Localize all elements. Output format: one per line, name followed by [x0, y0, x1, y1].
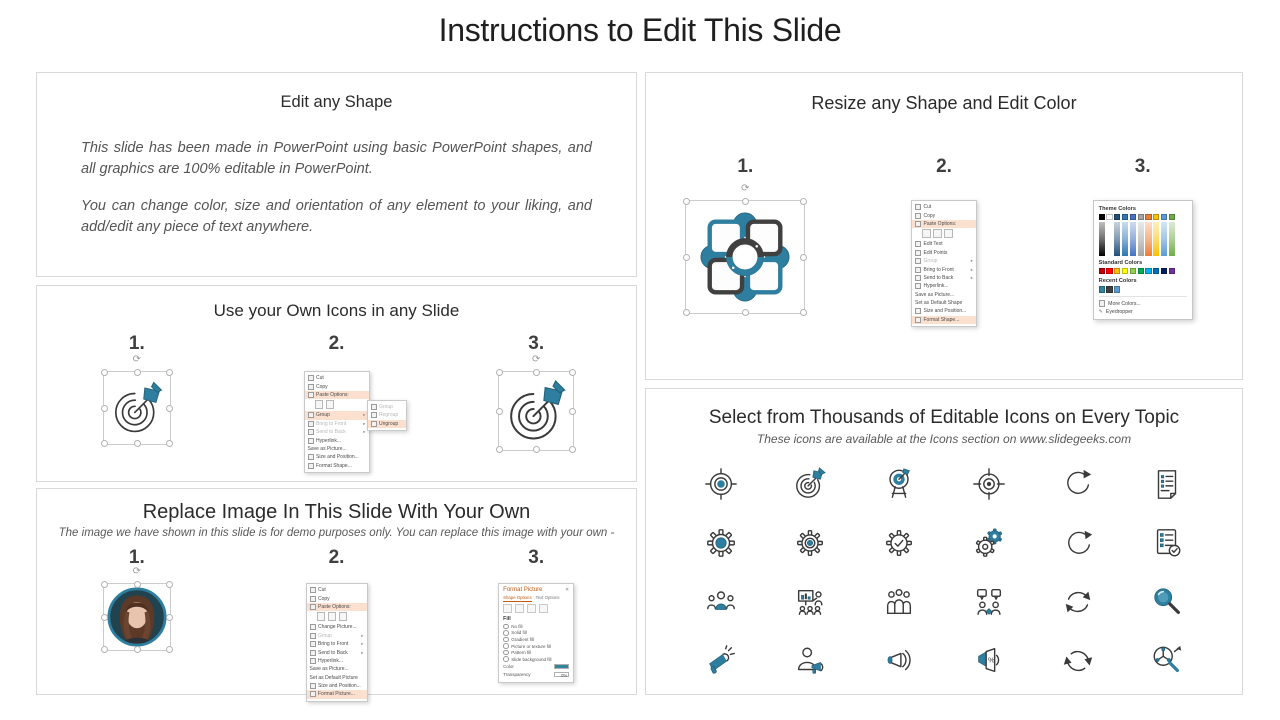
pane-category-icons[interactable]: [503, 604, 569, 613]
panel-resize-color-title: Resize any Shape and Edit Color: [811, 93, 1077, 113]
menu-item-bring-to-front[interactable]: Bring to Front ▸: [912, 265, 976, 273]
hyperlink-icon: [915, 283, 921, 289]
menu-item-size-position[interactable]: Size and Position...: [305, 453, 369, 461]
context-menu-picture: [306, 583, 368, 702]
menu-item-send-to-back[interactable]: Send to Back ▸: [307, 648, 367, 656]
menu-item-paste-options[interactable]: Paste Options:: [305, 391, 369, 399]
menu-item-format-shape[interactable]: Format Shape...: [912, 316, 976, 324]
panel-icon-library-title: Select from Thousands of Editable Icons on Every Topic: [708, 407, 1180, 428]
checklist-approved-icon[interactable]: [1150, 525, 1184, 561]
resize-step-3: [1043, 156, 1242, 350]
double-gears-icon[interactable]: [972, 525, 1006, 561]
menu-item-cut[interactable]: Cut: [307, 586, 367, 594]
menu-item-hyperlink[interactable]: Hyperlink...: [305, 436, 369, 444]
theme-colors-label: Theme Colors: [1098, 206, 1136, 212]
four-square-ring-shape: [694, 208, 796, 306]
megaphone-announcement-icon[interactable]: [704, 643, 738, 679]
copy-icon: [310, 596, 316, 602]
bring-front-icon: [310, 641, 316, 647]
edit-points-icon: [915, 250, 921, 256]
sync-arrows-icon[interactable]: [1061, 584, 1095, 620]
selected-target-icon-large[interactable]: [498, 354, 574, 451]
page-title: Instructions to Edit This Slide: [438, 12, 842, 48]
group-submenu: Group Regroup Ungroup: [367, 411, 369, 419]
cycle-arrows-icon[interactable]: [1061, 643, 1095, 679]
menu-item-change-picture[interactable]: Change Picture...: [307, 623, 367, 631]
radio-icon: [503, 643, 509, 649]
send-back-icon: [915, 275, 921, 281]
option-gradient-fill[interactable]: Gradient fill: [503, 636, 569, 643]
bring-front-icon: [915, 267, 921, 273]
megaphone-broadcast-icon[interactable]: [882, 643, 916, 679]
menu-item-size-position[interactable]: Size and Position...: [307, 682, 367, 690]
transparency-value: 0%: [554, 672, 569, 678]
menu-item-edit-text[interactable]: Edit Text: [912, 240, 976, 248]
menu-item-send-to-back[interactable]: Send to Back ▸: [912, 274, 976, 282]
replace-image-step-1: [37, 547, 237, 695]
replace-image-step-2: [237, 547, 437, 698]
team-leader-icon[interactable]: [704, 584, 738, 620]
format-picture-pane: [498, 583, 574, 683]
menu-item-save-as-picture[interactable]: Save as Picture...: [915, 291, 955, 298]
edit-shape-paragraph-1: This slide has been made in PowerPoint using basic PowerPoint shapes, and all graphics are 100% editable in PowerPoint.: [81, 140, 592, 177]
fill-icon: [503, 604, 512, 613]
magnifier-icon[interactable]: [1150, 584, 1184, 620]
panel-icon-library-subtitle: These icons are available at the Icons section on www.slidegeeks.com: [756, 432, 1132, 446]
more-colors-option[interactable]: More Colors...: [1099, 300, 1187, 308]
rotation-handle-icon[interactable]: ⟳: [531, 354, 541, 365]
context-menu-icon-group: [304, 371, 399, 473]
panel-resize-color: [645, 72, 1243, 380]
paste-options-buttons[interactable]: [912, 228, 976, 240]
field-color[interactable]: Color: [503, 663, 569, 671]
option-no-fill[interactable]: No fill: [503, 623, 569, 630]
panel-replace-image-subtitle: The image we have shown in this slide is for demo purposes only. You can replace this image with your own -: [58, 527, 615, 539]
format-shape-icon: [308, 463, 314, 469]
radio-icon: [503, 637, 509, 643]
menu-item-bring-to-front[interactable]: Bring to Front ▸: [305, 420, 369, 428]
option-picture-fill[interactable]: Picture or texture fill: [503, 643, 569, 650]
context-menu-shape: [911, 200, 977, 327]
menu-item-format-picture[interactable]: Format Picture...: [307, 690, 367, 698]
step-number: 2.: [328, 547, 345, 568]
edit-shape-paragraph-2: You can change color, size and orientation of any element to your liking, and add/edit any piece of text anywhere.: [81, 198, 592, 235]
menu-item-format-shape[interactable]: Format Shape...: [305, 462, 369, 470]
selected-portrait-photo[interactable]: [103, 566, 171, 651]
step-number: 1.: [128, 547, 145, 568]
resize-step-1: [646, 156, 845, 350]
recent-colors-label: Recent Colors: [1098, 278, 1137, 285]
send-back-icon: [308, 429, 314, 435]
menu-item-bring-to-front[interactable]: Bring to Front ▸: [307, 640, 367, 648]
size-icon: [527, 604, 536, 613]
paste-options-buttons[interactable]: [307, 611, 367, 623]
menu-item-size-position[interactable]: Size and Position...: [912, 307, 976, 315]
copy-icon: [308, 384, 314, 390]
group-icon: [308, 412, 314, 418]
megaphone-discount-icon[interactable]: [972, 643, 1006, 679]
menu-item-save-as-picture[interactable]: Save as Picture...: [309, 666, 349, 673]
submenu-arrow-icon: ▸: [363, 412, 366, 418]
size-position-icon: [308, 454, 314, 460]
radio-icon: [503, 650, 509, 656]
gear-filled-center-icon[interactable]: [704, 525, 738, 561]
step-number: 3.: [528, 547, 545, 568]
menu-item-paste-options[interactable]: Paste Options:: [912, 220, 976, 228]
group-icon: [310, 633, 316, 639]
menu-item-cut[interactable]: Cut: [912, 203, 976, 211]
bring-front-icon: [308, 421, 314, 427]
radio-icon: [503, 656, 509, 662]
format-picture-pane-title: Format Picture: [503, 587, 543, 593]
selected-four-square-shape[interactable]: [685, 183, 805, 314]
resize-step-2: [845, 156, 1044, 350]
target-dart-icon: [504, 377, 568, 445]
own-icons-step-1: [37, 333, 237, 481]
theme-color-swatches[interactable]: [1099, 214, 1187, 220]
fill-section-header[interactable]: Fill: [503, 615, 511, 622]
paste-icon: [310, 604, 316, 610]
gear-dot-center-icon[interactable]: [793, 525, 827, 561]
cut-icon: [310, 587, 316, 593]
hyperlink-icon: [310, 658, 316, 664]
paste-icon: [915, 221, 921, 227]
replace-image-step-3: [436, 547, 636, 695]
tab-text-options[interactable]: Text Options: [535, 595, 560, 600]
submenu-item-regroup[interactable]: Regroup: [368, 411, 369, 419]
step-number: 3.: [528, 333, 545, 354]
own-icons-step-2: [237, 333, 437, 481]
refresh-circle-arrow-icon[interactable]: [1061, 525, 1095, 561]
copy-icon: [915, 213, 921, 219]
menu-item-copy[interactable]: Copy: [307, 594, 367, 602]
panel-own-icons: [36, 285, 637, 482]
tab-shape-options[interactable]: Shape Options: [503, 595, 532, 600]
eyedropper-option[interactable]: ✎ Eyedropper: [1098, 308, 1133, 315]
step-number: 2.: [328, 333, 345, 354]
panel-replace-image: [36, 488, 637, 698]
panel-edit-shape: [36, 72, 637, 277]
change-picture-icon: [310, 624, 316, 630]
selected-target-icon[interactable]: [103, 354, 171, 445]
dart-target-icon[interactable]: [793, 466, 827, 502]
panel-edit-shape-title: Edit any Shape: [280, 93, 393, 111]
gear-checkmark-icon[interactable]: [882, 525, 916, 561]
cut-icon: [308, 375, 314, 381]
paste-options-buttons[interactable]: [305, 399, 369, 411]
menu-item-set-default-shape[interactable]: Set as Default Shape: [915, 300, 963, 307]
hyperlink-icon: [308, 438, 314, 444]
menu-item-group[interactable]: Group ▸: [912, 257, 976, 265]
color-wheel-icon: [1099, 300, 1106, 307]
effects-icon: [515, 604, 524, 613]
color-picker-dropdown: [1093, 200, 1193, 320]
own-icons-step-3: [436, 333, 636, 481]
picture-icon: [539, 604, 548, 613]
presentation-audience-icon[interactable]: [793, 584, 827, 620]
color-dropdown: [554, 664, 569, 670]
step-number: 1.: [128, 333, 145, 354]
menu-item-copy[interactable]: Copy: [305, 382, 369, 390]
step-number: 1.: [737, 156, 754, 177]
format-shape-icon: [915, 317, 921, 323]
menu-item-paste-options[interactable]: Paste Options:: [307, 603, 367, 611]
rotation-handle-icon[interactable]: ⟳: [132, 354, 142, 365]
menu-item-save-as-picture[interactable]: Save as Picture...: [307, 445, 347, 452]
send-back-icon: [310, 650, 316, 656]
standard-color-swatches[interactable]: [1099, 268, 1187, 274]
menu-item-copy[interactable]: Copy: [912, 211, 976, 219]
people-group-icon[interactable]: [882, 584, 916, 620]
edit-text-icon: [915, 241, 921, 247]
redo-arrow-icon[interactable]: [1061, 466, 1095, 502]
person-megaphone-icon[interactable]: [793, 643, 827, 679]
woman-portrait-image: [107, 587, 167, 647]
menu-item-set-default-picture[interactable]: Set as Default Picture: [309, 674, 358, 681]
panel-own-icons-title: Use your Own Icons in any Slide: [213, 301, 460, 320]
cut-icon: [915, 204, 921, 210]
theme-color-tints[interactable]: [1099, 222, 1187, 256]
team-discussion-icon[interactable]: [972, 584, 1006, 620]
step-number: 3.: [1134, 156, 1151, 177]
rotation-handle-icon[interactable]: ⟳: [132, 566, 142, 577]
menu-item-group[interactable]: Group ▸ Group Regroup Ungroup: [305, 411, 369, 419]
menu-item-hyperlink[interactable]: Hyperlink...: [307, 657, 367, 665]
radio-icon: [503, 630, 509, 636]
menu-item-group[interactable]: Group ▸: [307, 632, 367, 640]
icon-grid: [646, 446, 1242, 679]
recent-color-swatches[interactable]: [1099, 286, 1187, 292]
crosshair-focus-icon[interactable]: [972, 466, 1006, 502]
svg-text:%: %: [987, 655, 995, 665]
option-solid-fill[interactable]: Solid fill: [503, 630, 569, 637]
standard-colors-label: Standard Colors: [1098, 260, 1143, 267]
close-icon[interactable]: ✕: [564, 587, 570, 593]
format-picture-icon: [310, 691, 316, 697]
radio-icon: [503, 624, 509, 630]
field-transparency[interactable]: Transparency 0%: [503, 672, 568, 678]
rotation-handle-icon[interactable]: ⟳: [741, 183, 750, 194]
paste-icon: [308, 392, 314, 398]
target-crosshair-filled-icon[interactable]: [704, 466, 738, 502]
group-icon: [915, 258, 921, 264]
menu-item-send-to-back[interactable]: Send to Back ▸: [305, 428, 369, 436]
option-background-fill[interactable]: Slide background fill: [503, 656, 569, 663]
eyedropper-icon: ✎: [1098, 308, 1103, 315]
panel-icon-library: [645, 388, 1243, 695]
menu-item-cut[interactable]: Cut: [305, 374, 369, 382]
step-number: 2.: [936, 156, 952, 177]
dart-board-stand-icon[interactable]: [882, 466, 916, 502]
target-dart-icon: [110, 379, 164, 437]
option-pattern-fill[interactable]: Pattern fill: [503, 649, 569, 656]
menu-item-edit-points[interactable]: Edit Points: [912, 249, 976, 257]
checklist-document-icon[interactable]: [1150, 466, 1184, 502]
size-position-icon: [915, 308, 921, 314]
magnifier-analytics-icon[interactable]: [1150, 643, 1184, 679]
size-position-icon: [310, 683, 316, 689]
panel-replace-image-title: Replace Image In This Slide With Your Own: [142, 501, 531, 523]
menu-item-hyperlink[interactable]: Hyperlink...: [912, 282, 976, 290]
